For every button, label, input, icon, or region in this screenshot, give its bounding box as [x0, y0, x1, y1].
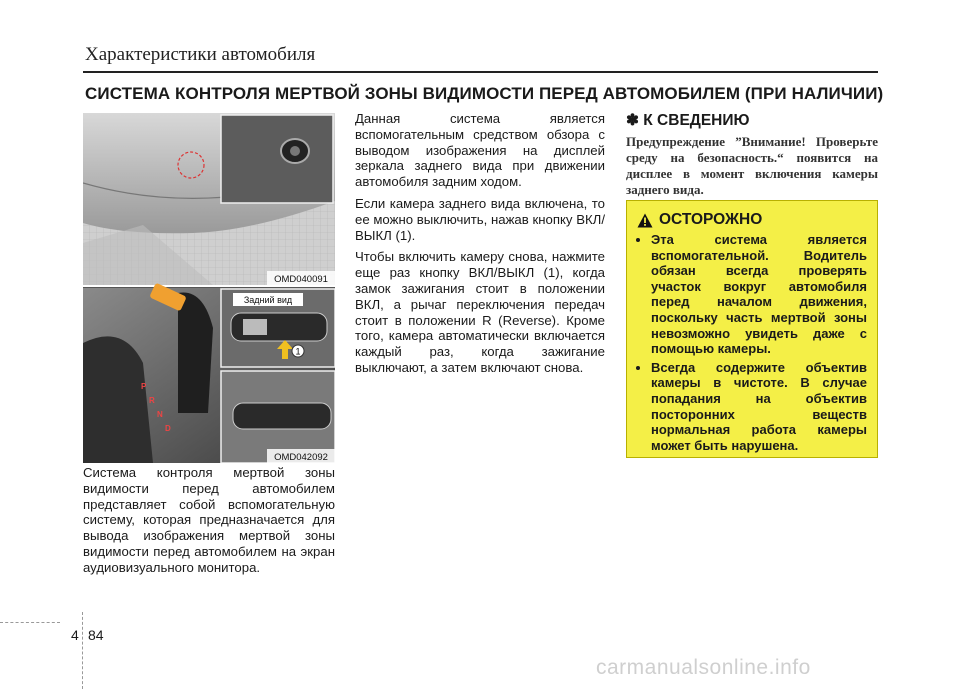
section-header: Характеристики автомобиля — [85, 44, 316, 65]
info-title: ✽ К СВЕДЕНИЮ — [626, 112, 750, 129]
info-box — [626, 111, 878, 198]
paragraph-1: Данная система является вспомогательным средством обзора с выводом изображения на дисплей зеркала заднего вида при движении автомобиля задним ходом. — [355, 111, 605, 190]
mirror-label: Задний вид — [243, 295, 293, 305]
gear-letter-r: R — [149, 396, 155, 405]
warning-triangle-icon — [637, 213, 653, 228]
warning-item: • Всегда содержите объектив камеры в чистоте. В случае попадания на объектив посторонних веществ нормальная работа камеры может быть нарушена. — [651, 360, 867, 454]
footer-dash — [0, 622, 60, 623]
warning-header — [637, 211, 867, 229]
page-number: 84 — [88, 627, 104, 643]
figure-code-top: OMD040091 — [274, 274, 328, 285]
info-text: Предупреждение ”Внимание! Проверьте среду на безопасность.“ появится на дисплее в момент включения камеры заднего вида. — [626, 134, 878, 197]
column-left — [83, 465, 335, 582]
intro-paragraph: Система контроля мертвой зоны видимости перед автомобилем представляет собой вспомогательную систему, которая предназначается для вывода изображения мертвой зоны видимости перед автомобилем на экран аудиовизуального монитора. — [83, 465, 335, 575]
figure-code-bottom: OMD042092 — [274, 452, 328, 463]
gear-letter-p: P — [141, 382, 147, 391]
page-divider — [82, 612, 84, 689]
warning-title: ОСТОРОЖНО — [659, 211, 763, 228]
warning-item: • Эта система является вспомогательной. Водитель обязан всегда проверять участок вокруг автомобиля перед началом движения, поскольку часть мертвой зоны невозможно увидеть даже с помощью камеры. — [651, 232, 867, 357]
figure-illustration — [83, 113, 335, 463]
header-rule — [83, 71, 878, 73]
callout-number: 1 — [295, 346, 301, 357]
figure — [83, 113, 335, 463]
paragraph-2: Если камера заднего вида включена, то ее можно выключить, нажав кнопку ВКЛ/ВЫКЛ (1). — [355, 195, 605, 243]
warning-box — [626, 200, 878, 458]
mirror-display — [243, 319, 267, 335]
gear-letter-n: N — [157, 410, 163, 419]
warning-list — [637, 232, 867, 453]
page-title: СИСТЕМА КОНТРОЛЯ МЕРТВОЙ ЗОНЫ ВИДИМОСТИ ПЕРЕД АВТОМОБИЛЕМ (ПРИ НАЛИЧИИ) — [85, 84, 884, 103]
chapter-number: 4 — [71, 627, 79, 643]
camera-closeup-inset — [221, 115, 333, 203]
column-middle — [355, 111, 605, 382]
watermark: carmanualsonline.info — [596, 656, 811, 679]
paragraph-3: Чтобы включить камеру снова, нажмите еще раз кнопку ВКЛ/ВЫКЛ (1), когда замок зажигания стоит в положении ВКЛ, а рычаг переключения передач стоит в положении R (Reverse). Кроме того, камера автоматически включается каждый раз, когда зажигание выключают, а затем включают снова. — [355, 249, 605, 375]
gear-letter-d: D — [165, 424, 171, 433]
